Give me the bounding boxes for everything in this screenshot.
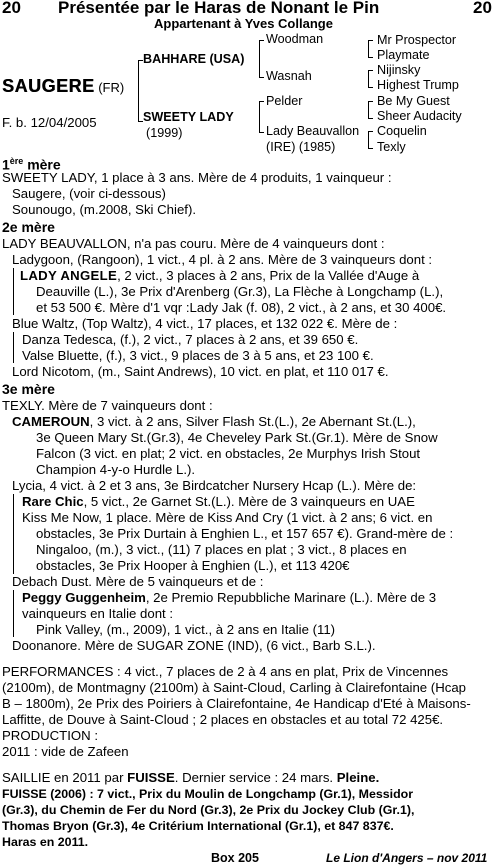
third-dam-line-2: CAMEROUN, 3 vict. à 2 ans, Silver Flash St.(L.), 2e Abernant St.(L.), (12, 414, 416, 429)
lot-number-left: 20 (2, 0, 21, 17)
dam-dam-note: (IRE) (1985) (266, 140, 336, 154)
second-dam-heading: 2e mère (2, 219, 55, 235)
third-dam-line-14: vainqueurs en Italie dont : (22, 606, 174, 621)
production-line: 2011 : vide de Zafeen (2, 744, 129, 759)
first-dam-line-2: Saugere, (voir ci-dessous) (12, 186, 166, 201)
first-dam-line-3: Sounougo, (m.2008, Ski Chief). (12, 202, 196, 217)
third-dam-line-8: Kiss Me Now, 1 place. Mère de Kiss And Cry (1 vict. à 2 ans; 6 vict. en (22, 510, 433, 525)
third-dam-line-1: TEXLY. Mère de 7 vainqueurs dont : (2, 398, 213, 413)
horse-name: SAUGERE (FR) (2, 76, 125, 96)
sire-dam: Wasnah (266, 69, 312, 83)
second-dam-line-3: LADY ANGELE, 2 vict., 3 places à 2 ans, Prix de la Vallée d'Auge à (20, 268, 420, 283)
third-dam-line-16: Doonanore. Mère de SUGAR ZONE (IND), (6 vict., Barb S.L.). (12, 638, 376, 653)
third-dam-line-13: Peggy Guggenheim, 2e Premio Repubbliche Marinare (L.). Mère de 3 (22, 590, 437, 605)
performances-line-1: PERFORMANCES : 4 vict., 7 places de 2 à 4 ans en plat, Prix de Vincennes (2, 664, 449, 679)
second-dam-line-9: Lord Nicotom, (m., Saint Andrews), 10 vict. en plat, et 110 017 €. (12, 364, 389, 379)
produce-bar-1 (13, 268, 14, 315)
production-heading: PRODUCTION : (2, 728, 98, 743)
gen3-bracket-3 (368, 101, 373, 119)
third-dam-line-9: obstacles, 3e Prix Durtain à Enghien L., et 157 657 €). Grand-mère de : (36, 526, 454, 541)
performances-line-3: B – 1800m), 2e Prix des Poiriers à Clairefontaine, 4e Handicap d'Eté à Maisons- (2, 696, 471, 711)
gen3-bracket-4 (368, 131, 373, 149)
first-dam-heading: 1ère mère (2, 156, 61, 173)
owner-line: Appartenant à Yves Collange (154, 16, 333, 31)
second-dam-line-8: Valse Bluette, (f.), 3 vict., 9 places de 3 à 5 ans, et 23 100 €. (22, 348, 374, 363)
gen3-dd: Highest Trump (377, 78, 459, 92)
gen3-dsd: Sheer Audacity (377, 109, 462, 123)
third-dam-line-12: Debach Dust. Mère de 5 vainqueurs et de : (12, 574, 264, 589)
performances-line-4: Laffitte, de Douve à Saint-Cloud ; 2 places en obstacles et au total 72 425€. (2, 712, 444, 727)
second-dam-line-7: Danza Tedesca, (f.), 2 vict., 7 places à 2 ans, et 39 650 €. (22, 332, 359, 347)
third-dam-line-15: Pink Valley, (m., 2009), 1 vict., à 2 ans en Italie (11) (36, 622, 336, 637)
dam-year: (1999) (146, 126, 183, 140)
saillie-line-2: FUISSE (2006) : 7 vict., Prix du Moulin de Longchamp (Gr.1), Messidor (2, 787, 414, 801)
gen3-dss: Be My Guest (377, 94, 450, 108)
gen3-bracket-2 (368, 70, 373, 88)
second-dam-line-1: LADY BEAUVALLON, n'a pas couru. Mère de 4 vainqueurs dont : (2, 236, 385, 251)
saillie-line-1: SAILLIE en 2011 par FUISSE. Dernier service : 24 mars. Pleine. (2, 770, 380, 785)
produce-bar-3 (13, 494, 14, 574)
sire-name: BAHHARE (USA) (143, 52, 245, 66)
gen2-bracket-sire (259, 40, 264, 78)
gen3-bracket-1 (368, 40, 373, 58)
third-dam-line-11: obstacles, 3e Prix Hooper à Enghien (L.), et 113 420€ (36, 558, 350, 573)
first-dam-line-1: SWEETY LADY, 1 place à 3 ans. Mère de 4 produits, 1 vainqueur : (2, 170, 392, 185)
third-dam-line-4: Falcon (3 vict. en plat; 2 vict. en obstacles, 2e Murphys Irish Stout (36, 446, 421, 461)
saillie-line-5: Haras en 2011. (2, 835, 89, 849)
gen3-dds: Coquelin (377, 124, 427, 138)
dam-dam: Lady Beauvallon (266, 124, 360, 138)
gen3-ss: Mr Prospector (377, 33, 457, 47)
sale-location: Le Lion d'Angers – nov 2011 (326, 851, 488, 865)
third-dam-line-3: 3e Queen Mary St.(Gr.3), 4e Cheveley Park St.(Gr.1). Mère de Snow (36, 430, 438, 445)
third-dam-heading: 3e mère (2, 381, 55, 397)
dam-name: SWEETY LADY (143, 110, 234, 124)
second-dam-line-4: Deauville (L.), 3e Prix d'Arenberg (Gr.3), La Flèche à Longchamp (L.), (36, 284, 444, 299)
sire-sire: Woodman (266, 32, 324, 46)
gen3-ddd: Texly (377, 140, 406, 154)
produce-bar-2 (13, 332, 14, 363)
third-dam-line-5: Champion 4-y-o Hurdle L.). (36, 462, 196, 477)
box-number: Box 205 (211, 851, 259, 865)
gen3-ds: Nijinsky (377, 63, 421, 77)
produce-bar-4 (13, 590, 14, 637)
third-dam-line-10: Ningaloo, (m.), 3 vict., (11) 7 places en plat ; 3 vict., 8 places en (36, 542, 407, 557)
second-dam-line-6: Blue Waltz, (Top Waltz), 4 vict., 17 places, et 132 022 €. Mère de : (12, 316, 398, 331)
second-dam-line-2: Ladygoon, (Rangoon), 1 vict., 4 pl. à 2 ans. Mère de 3 vainqueurs dont : (12, 252, 433, 267)
third-dam-line-6: Lycia, 4 vict. à 2 et 3 ans, 3e Birdcatcher Nursery Hcap (L.). Mère de: (12, 478, 417, 493)
saillie-line-4: Thomas Bryon (Gr.3), 4e Critérium International (Gr.1), et 847 837€. (2, 819, 394, 833)
gen2-bracket-dam (259, 101, 264, 133)
second-dam-line-5: et 53 500 €. Mère d'1 vqr :Lady Jak (f. 08), 2 vict., à 2 ans, et 30 400€. (36, 300, 447, 315)
gen3-sd: Playmate (377, 48, 430, 62)
lot-number-right: 20 (473, 0, 492, 17)
performances-line-2: (2100m), de Montmagny (2100m) à Saint-Cloud, Carling à Clairefontaine (Hcap (2, 680, 466, 695)
third-dam-line-7: Rare Chic, 5 vict., 2e Garnet St.(L.). Mère de 3 vainqueurs en UAE (22, 494, 415, 509)
dam-sire: Pelder (266, 94, 303, 108)
horse-details: F. b. 12/04/2005 (2, 115, 97, 130)
sale-title: Présentée par le Haras de Nonant le Pin (58, 0, 380, 17)
saillie-line-3: (Gr.3), du Chemin de Fer du Nord (Gr.3), 2e Prix du Jockey Club (Gr.1), (2, 803, 415, 817)
